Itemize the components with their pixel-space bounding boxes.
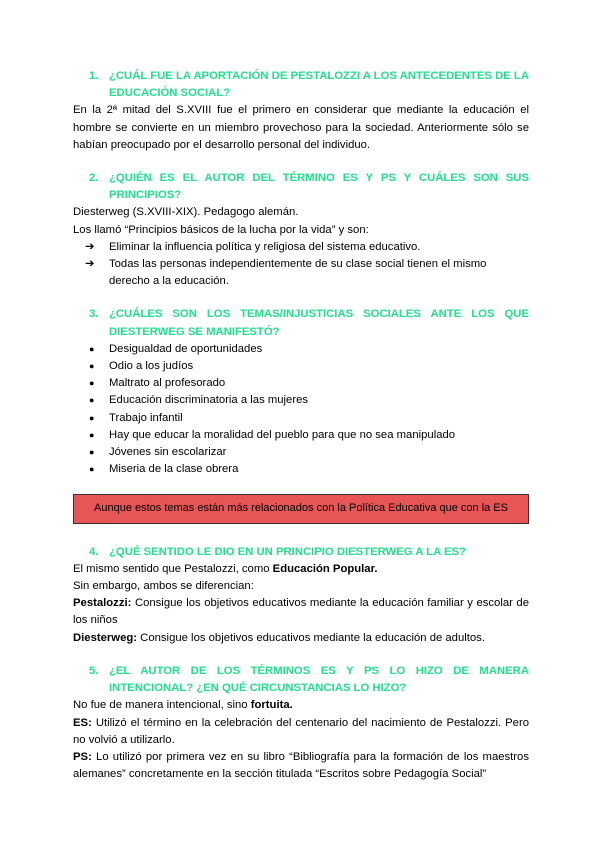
- list-item: [73, 358, 529, 375]
- list-item-text: Hay que educar la moralidad del pueblo para que no sea manipulado: [109, 428, 456, 441]
- bullet-icon: ●: [89, 412, 95, 423]
- list-item-text: Trabajo infantil: [109, 411, 183, 424]
- list-item: [73, 239, 529, 256]
- injustices-list: [73, 341, 529, 479]
- section-title: ¿QUIÉN ES EL AUTOR DEL TÉRMINO ES Y PS Y CUÁLES SON SUS PRINCIPIOS?: [109, 172, 529, 202]
- meaning-bold: Educación Popular.: [272, 562, 378, 575]
- section-2: [73, 170, 529, 290]
- principles-intro: Los llamó “Principios básicos de la lucha por la vida” y son:: [73, 223, 369, 236]
- ps-text: Lo utilizó por primera vez en su libro “Bibliografía para la formación de los maestros alemanes” concretamente en la sección titulada “Escritos sobre Pedagogía Social”: [73, 750, 529, 781]
- list-item-text: Eliminar la influencia política y religiosa del sistema educativo.: [109, 240, 421, 253]
- ps-label: PS:: [73, 750, 92, 763]
- arrow-icon: ➔: [85, 240, 95, 253]
- es-line: [73, 715, 529, 749]
- list-item-text: Maltrato al profesorado: [109, 377, 226, 390]
- section-title: ¿EL AUTOR DE LOS TÉRMINOS ES Y PS LO HIZO DE MANERA INTENCIONAL? ¿EN QUÉ CIRCUNSTANCIAS LO HIZO?: [109, 664, 529, 695]
- section-5: [73, 663, 529, 783]
- intention-bold: fortuita.: [250, 699, 293, 712]
- es-label: ES:: [73, 716, 92, 729]
- pestalozzi-text: Consigue los objetivos educativos mediante la educación familiar y escolar de los niños: [73, 597, 529, 627]
- section-1-heading: [73, 68, 529, 102]
- es-text: Utilizó el término en la celebración del centenario del nacimiento de Pestalozzi. Pero no volvió a utilizarlo.: [73, 716, 529, 746]
- arrow-icon: ➔: [85, 258, 95, 271]
- diesterweg-line: [73, 630, 529, 647]
- list-item: [73, 375, 529, 392]
- bullet-icon: ●: [89, 378, 95, 389]
- list-item: [73, 461, 529, 478]
- bullet-icon: ●: [89, 343, 95, 354]
- section-title: ¿QUÉ SENTIDO LE DIO EN UN PRINCIPIO DIESTERWEG A LA ES?: [109, 545, 466, 558]
- bullet-icon: ●: [89, 447, 95, 458]
- author-line: Diesterweg (S.XVIII-XIX). Pedagogo alemán.: [73, 206, 299, 219]
- pestalozzi-label: Pestalozzi:: [73, 597, 132, 610]
- section-number: 5.: [89, 664, 99, 677]
- section-3: [73, 306, 529, 523]
- section-number: 2.: [89, 172, 99, 185]
- section-title: ¿CUÁL FUE LA APORTACIÓN DE PESTALOZZI A LOS ANTECEDENTES DE LA EDUCACIÓN SOCIAL?: [109, 70, 529, 100]
- section-4: [73, 544, 529, 647]
- list-item: [73, 444, 529, 461]
- list-item: [73, 427, 529, 444]
- document-page: [73, 68, 529, 783]
- section-1-body: En la 2ª mitad del S.XVIII fue el primero en considerar que mediante la educación el hombre se convierte en un miembro provechoso para la sociedad. Anteriormente sólo se habían preocupado por el desarrollo personal del individuo.: [73, 104, 529, 151]
- difference-intro: Sin embargo, ambos se diferencian:: [73, 580, 254, 593]
- meaning-text: El mismo sentido que Pestalozzi, como: [73, 562, 273, 575]
- list-item: [73, 392, 529, 409]
- list-item: [73, 341, 529, 358]
- list-item-text: Odio a los judíos: [109, 360, 194, 373]
- section-3-heading: [73, 306, 529, 340]
- bullet-icon: ●: [89, 464, 95, 475]
- list-item: [73, 256, 529, 290]
- note-box: Aunque estos temas están más relacionados con la Política Educativa que con la ES: [73, 494, 529, 523]
- section-number: 3.: [89, 308, 99, 321]
- section-number: 4.: [89, 545, 99, 558]
- meaning-line: [73, 561, 529, 578]
- section-number: 1.: [89, 70, 99, 82]
- list-item-text: Jóvenes sin escolarizar: [109, 446, 227, 459]
- bullet-icon: ●: [89, 429, 95, 440]
- section-1: [73, 68, 529, 154]
- list-item-text: Desigualdad de oportunidades: [109, 342, 263, 355]
- list-item-text: Todas las personas independientemente de su clase social tienen el mismo derecho a la educación.: [109, 258, 487, 288]
- diesterweg-text: Consigue los objetivos educativos mediante la educación de adultos.: [137, 631, 485, 644]
- intention-line: [73, 697, 529, 714]
- ps-line: [73, 749, 529, 783]
- principles-list: [73, 239, 529, 291]
- section-4-heading: [73, 544, 529, 561]
- pestalozzi-line: [73, 595, 529, 629]
- list-item-text: Educación discriminatoria a las mujeres: [109, 394, 309, 407]
- bullet-icon: ●: [89, 395, 95, 406]
- section-5-heading: [73, 663, 529, 697]
- diesterweg-label: Diesterweg:: [73, 631, 138, 644]
- list-item-text: Miseria de la clase obrera: [109, 463, 239, 476]
- bullet-icon: ●: [89, 361, 95, 372]
- section-title: ¿CUÁLES SON LOS TEMAS/INJUSTICIAS SOCIALES ANTE LOS QUE DIESTERWEG SE MANIFESTÓ?: [109, 308, 529, 338]
- intention-text: No fue de manera intencional, sino: [73, 699, 251, 712]
- list-item: [73, 410, 529, 427]
- section-2-heading: [73, 170, 529, 204]
